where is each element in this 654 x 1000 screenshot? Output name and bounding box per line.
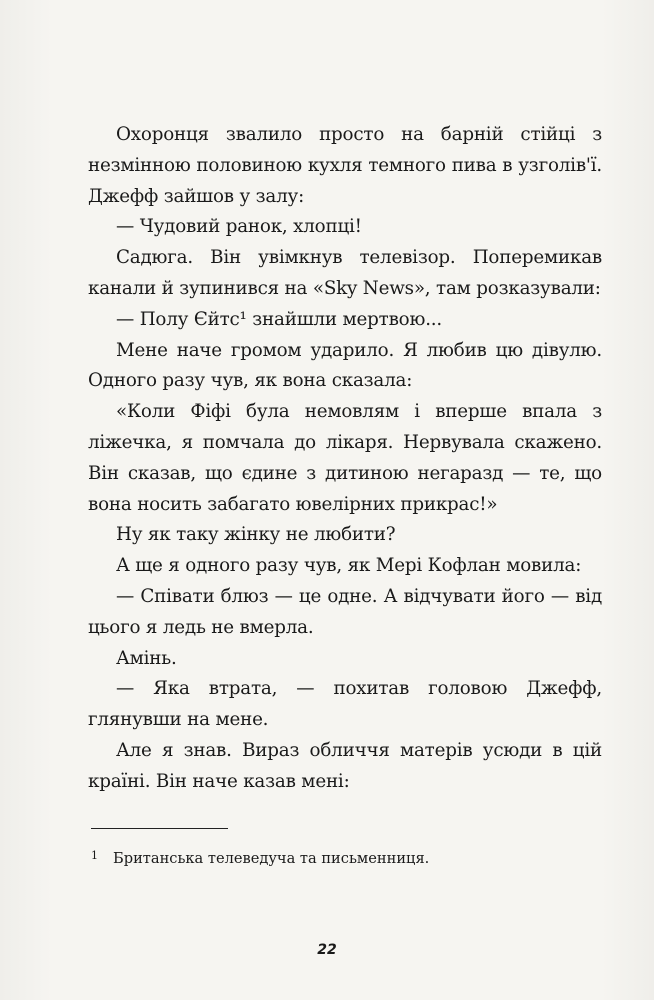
footnote [91,846,591,869]
paragraph: Садюга. Він увімкнув телевізор. Поперемикав канали й зупинився на «Sky News», там розказували: [88,247,602,299]
paragraph: Охоронця звалило просто на барній стійці з незмінною половиною кухля темного пива в узголів'ї. Джефф зайшов у залу: [88,124,602,207]
paragraph: Але я знав. Вираз обличчя матерів усюди в цій країні. Він наче казав мені: [88,739,602,792]
paragraph: — Чудовий ранок, хлопці! [116,216,362,238]
paragraph: Ну як таку жінку не любити? [116,524,396,546]
paragraph: Мене наче громом ударило. Я любив цю дівулю. Одного разу чув, як вона сказала: [88,339,602,392]
page-number: 22 [317,942,337,958]
body-text [88,120,602,798]
paragraph: — Полу Єйтс¹ знайшли мертвою... [116,308,443,330]
paragraph: — Яка втрата, — похитав головою Джефф, глянувши на мене. [88,678,602,731]
footnote-mark: 1 [91,849,98,862]
footnote-text: Британська телеведуча та письменниця. [113,850,430,867]
footnote-divider [91,828,228,829]
paragraph: — Співати блюз — це одне. А відчувати його — від цього я ледь не вмерла. [88,585,602,638]
paragraph: Амінь. [116,647,177,669]
paragraph: «Коли Фіфі була немовлям і вперше впала з ліжечка, я помчала до лікаря. Нервувала скажено. Він сказав, що єдине з дитиною негаразд — те, що вона носить забагато ювелірних прикрас!» [88,401,602,515]
paragraph: А ще я одного разу чув, як Мері Кофлан мовила: [116,555,582,577]
